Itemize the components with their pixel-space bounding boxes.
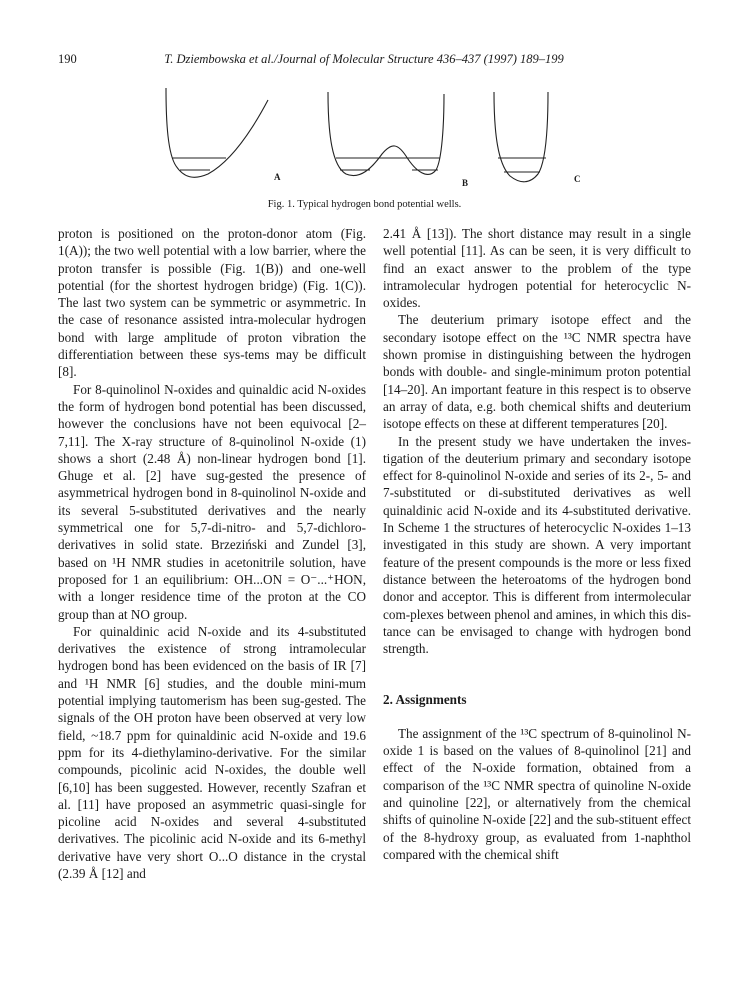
right-paragraph-3: In the present study we have undertaken the inves-tigation of the deuterium primary and secondary isotope effect for 8-quinolinol N-oxide and series of its 2-, 5- and 7-substituted or di-substituted derivatives as well quinaldinic acid N-oxide and its 4-substituted derivative. In Scheme 1 the structures of heterocyclic N-oxides 1–13 investigated in this study are shown. A very important feature of the present compounds is the more or less fixed distance between the heteroatoms of the hydrogen bond donor and acceptor. This is different from intermolecular com-plexes between phenol and amines, in which this dis-tance can be envisaged to change with hydrogen bond strength.: [383, 433, 692, 657]
right-column: [383, 225, 691, 863]
figure-label-a: A: [274, 172, 281, 182]
figure-label-c: C: [574, 174, 581, 184]
left-column: [58, 225, 366, 882]
left-paragraph-1: proton is positioned on the proton-donor atom (Fig. 1(A)); the two well potential with a low barrier, where the proton transfer is possible (Fig. 1(B)) and one-well potential (for the shortest hydrogen bridge) (Fig. 1(C)). The last two system can be symmetric or asymmetric. In the case of resonance assisted intra-molecular hydrogen bond with large amplitude of proton vibration the differentiation between these sys-tems may be difficult [8].: [58, 226, 366, 380]
right-paragraph-1: 2.41 Å [13]). The short distance may result in a single well potential [11]. As can be seen, it is very difficult to find an exact answer to the problem of the type intramolecular hydrogen potential for heterocyclic N-oxides.: [383, 226, 691, 311]
right-paragraph-2: The deuterium primary isotope effect and the secondary isotope effect on the ¹³C NMR spectra have shown promise in distinguishing between the hydrogen bonds with double- and single-minimum proton potential [14–20]. An important feature in this respect is to observe an array of data, e.g. both chemical shifts and deuterium isotope effects on these at different temperatures [20].: [383, 312, 691, 432]
potential-wells-diagram: [150, 84, 590, 196]
figure-caption: Fig. 1. Typical hydrogen bond potential wells.: [267, 199, 462, 210]
well-c-curve: [494, 92, 548, 182]
figure-potential-wells: [150, 84, 590, 196]
figure-label-b: B: [462, 178, 469, 188]
page-number: 190: [58, 52, 77, 66]
section-heading: 2. Assignments: [383, 692, 467, 708]
left-paragraph-3: For quinaldinic acid N-oxide and its 4-substituted derivatives the existence of strong intramolecular hydrogen bond has been evidenced on the basis of IR [7] and ¹H NMR [6] studies, and the double mini-mum potential implying tautomerism has been sug-gested. The signals of the OH proton have been observed at very low field, ~18.7 ppm for quinaldinic acid N-oxide and 19.6 ppm for its 4-diethylamino-derivative. For the similar compounds, picolinic acid N-oxides, the double well [6,10] has been suggested. However, recently Szafran et al. [11] have proposed an asymmetric quasi-single for picoline acid N-oxides and several 4-substituted derivatives. The picolinic acid N-oxide and its 6-methyl derivative have very short O...O distance in the crystal (2.39 Å [12] and: [58, 623, 366, 881]
left-paragraph-2: For 8-quinolinol N-oxides and quinaldic acid N-oxides the form of hydrogen bond potential has been discussed, however the conclusions have not been equivocal [2–7,11]. The X-ray structure of 8-quinolinol N-oxide (1) shows a short (2.48 Å) non-linear hydrogen bond [1]. Ghuge et al. [2] have sug-gested the presence of asymmetrical hydrogen bond in 8-quinolinol N-oxide and its several 5-substituted derivatives and the nearly symmetrical one for 5,7-di-nitro- and 5,7-dichloro-derivatives in solid state. Brzeziński and Zundel [3], based on ¹H NMR studies in acetonitrile solution, have proposed for 1 an equilibrium: OH...ON = O⁻...⁺HON, with a longer residence time of the proton at the CO group than at NO group.: [58, 381, 366, 622]
well-b-curve: [328, 92, 444, 176]
well-a-curve: [166, 88, 268, 177]
page-header: [58, 52, 670, 68]
section-paragraph: The assignment of the ¹³C spectrum of 8-quinolinol N-oxide 1 is based on the values of 8-quinolinol [21] and effect of the N-oxide formation, obtained from a comparison of the ¹³C NMR spectra of quinoline N-oxide and quinoline [22], or alternatively from the chemical shifts of quinoline N-oxide [22] and the sub-stituent effect of the 8-hydroxy group, as evaluated from 1-naphthol compared with the chemical shift: [383, 725, 691, 862]
running-title: T. Dziembowska et al./Journal of Molecular Structure 436–437 (1997) 189–199: [164, 52, 564, 66]
